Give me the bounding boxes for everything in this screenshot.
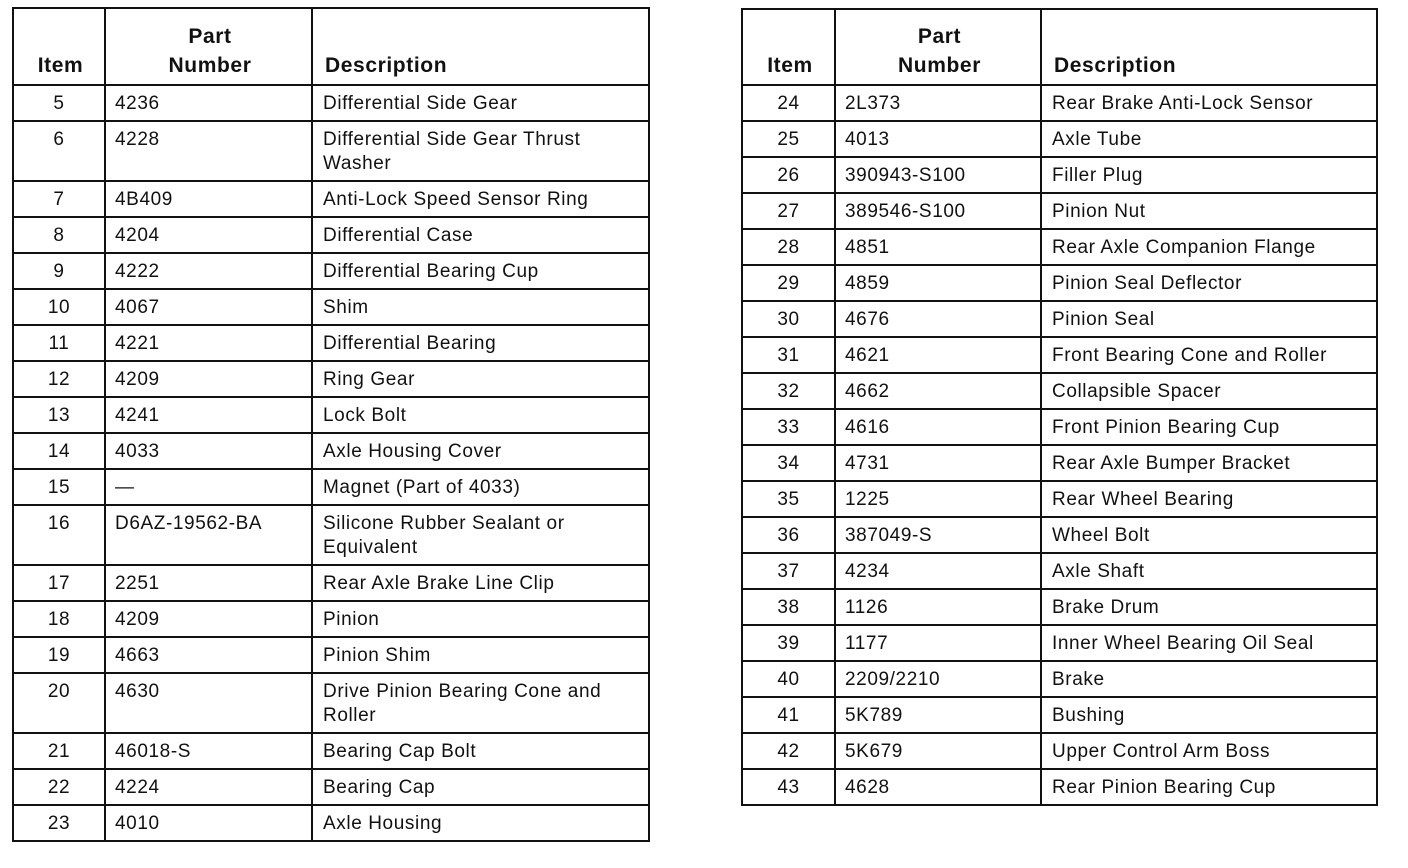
part-number-cell: — [105, 469, 312, 505]
item-cell: 43 [742, 769, 835, 805]
item-cell: 12 [13, 361, 105, 397]
table-row [742, 229, 1377, 265]
part-number-cell: 1177 [835, 625, 1041, 661]
item-cell: 24 [742, 85, 835, 121]
description-cell: Lock Bolt [312, 397, 649, 433]
item-cell: 13 [13, 397, 105, 433]
part-number-cell: 389546-S100 [835, 193, 1041, 229]
description-cell: Front Bearing Cone and Roller [1041, 337, 1377, 373]
table-row [13, 733, 649, 769]
item-cell: 29 [742, 265, 835, 301]
table-row [742, 157, 1377, 193]
description-cell: Bearing Cap Bolt [312, 733, 649, 769]
description-cell: Front Pinion Bearing Cup [1041, 409, 1377, 445]
header-part-line2: Number [168, 54, 252, 77]
header-part-line2: Number [898, 54, 981, 77]
item-cell: 36 [742, 517, 835, 553]
part-number-cell: 4067 [105, 289, 312, 325]
table-row [13, 469, 649, 505]
table-row [13, 361, 649, 397]
part-number-cell: 4859 [835, 265, 1041, 301]
description-cell: Rear Axle Bumper Bracket [1041, 445, 1377, 481]
table-row [13, 505, 649, 565]
description-cell: Pinion Seal Deflector [1041, 265, 1377, 301]
description-cell: Rear Brake Anti-Lock Sensor [1041, 85, 1377, 121]
description-cell: Inner Wheel Bearing Oil Seal [1041, 625, 1377, 661]
part-number-cell: 4010 [105, 805, 312, 841]
item-cell: 39 [742, 625, 835, 661]
table-row [13, 805, 649, 841]
item-cell: 19 [13, 637, 105, 673]
description-cell: Bushing [1041, 697, 1377, 733]
table-row [742, 193, 1377, 229]
part-number-cell: 2209/2210 [835, 661, 1041, 697]
header-row [742, 9, 1377, 85]
table-row [742, 445, 1377, 481]
table-row [742, 85, 1377, 121]
part-number-cell: 2L373 [835, 85, 1041, 121]
item-cell: 40 [742, 661, 835, 697]
description-cell: Pinion Seal [1041, 301, 1377, 337]
description-cell: Brake [1041, 661, 1377, 697]
description-cell: Differential Case [312, 217, 649, 253]
description-cell: Pinion Shim [312, 637, 649, 673]
item-cell: 26 [742, 157, 835, 193]
item-cell: 25 [742, 121, 835, 157]
header-row [13, 8, 649, 85]
item-cell: 33 [742, 409, 835, 445]
part-number-cell: 390943-S100 [835, 157, 1041, 193]
part-number-cell: 4621 [835, 337, 1041, 373]
table-row [13, 121, 649, 181]
part-number-cell: 4033 [105, 433, 312, 469]
part-number-cell: 4630 [105, 673, 312, 733]
item-cell: 30 [742, 301, 835, 337]
item-cell: 6 [13, 121, 105, 181]
table-row [13, 85, 649, 121]
description-cell: Rear Pinion Bearing Cup [1041, 769, 1377, 805]
part-number-cell: 4628 [835, 769, 1041, 805]
table-row [13, 601, 649, 637]
item-cell: 35 [742, 481, 835, 517]
description-cell: Wheel Bolt [1041, 517, 1377, 553]
table-row [742, 337, 1377, 373]
description-cell: Differential Bearing [312, 325, 649, 361]
description-cell: Axle Shaft [1041, 553, 1377, 589]
item-cell: 42 [742, 733, 835, 769]
item-cell: 11 [13, 325, 105, 361]
part-number-cell: 4013 [835, 121, 1041, 157]
description-cell: Rear Wheel Bearing [1041, 481, 1377, 517]
description-cell: Axle Housing [312, 805, 649, 841]
part-number-cell: 4222 [105, 253, 312, 289]
part-number-cell: 4228 [105, 121, 312, 181]
part-number-cell: 4731 [835, 445, 1041, 481]
table-row [13, 181, 649, 217]
part-number-cell: 1225 [835, 481, 1041, 517]
item-cell: 22 [13, 769, 105, 805]
table-row [742, 661, 1377, 697]
part-number-cell: 5K679 [835, 733, 1041, 769]
part-number-cell: 1126 [835, 589, 1041, 625]
item-cell: 17 [13, 565, 105, 601]
table-row [13, 433, 649, 469]
part-number-cell: D6AZ-19562-BA [105, 505, 312, 565]
item-cell: 5 [13, 85, 105, 121]
header-part-number [835, 9, 1041, 85]
table-row [742, 553, 1377, 589]
item-cell: 38 [742, 589, 835, 625]
table-row [13, 673, 649, 733]
item-cell: 16 [13, 505, 105, 565]
item-cell: 14 [13, 433, 105, 469]
table-row [13, 253, 649, 289]
parts-table-left [12, 7, 650, 842]
item-cell: 32 [742, 373, 835, 409]
description-cell: Shim [312, 289, 649, 325]
table-body [13, 85, 649, 841]
description-cell: Rear Axle Brake Line Clip [312, 565, 649, 601]
part-number-cell: 4224 [105, 769, 312, 805]
item-cell: 31 [742, 337, 835, 373]
description-cell: Differential Side Gear Thrust Washer [312, 121, 649, 181]
part-number-cell: 4204 [105, 217, 312, 253]
part-number-cell: 46018-S [105, 733, 312, 769]
part-number-cell: 4236 [105, 85, 312, 121]
item-cell: 41 [742, 697, 835, 733]
table-row [13, 565, 649, 601]
table-row [742, 589, 1377, 625]
description-cell: Ring Gear [312, 361, 649, 397]
description-cell: Magnet (Part of 4033) [312, 469, 649, 505]
description-cell: Pinion Nut [1041, 193, 1377, 229]
description-cell: Upper Control Arm Boss [1041, 733, 1377, 769]
item-cell: 20 [13, 673, 105, 733]
item-cell: 10 [13, 289, 105, 325]
part-number-cell: 4234 [835, 553, 1041, 589]
header-description: Description [1041, 9, 1377, 85]
table-row [742, 121, 1377, 157]
description-cell: Silicone Rubber Sealant or Equivalent [312, 505, 649, 565]
part-number-cell: 4B409 [105, 181, 312, 217]
description-cell: Rear Axle Companion Flange [1041, 229, 1377, 265]
item-cell: 9 [13, 253, 105, 289]
description-cell: Axle Housing Cover [312, 433, 649, 469]
table-row [742, 301, 1377, 337]
table-row [742, 517, 1377, 553]
part-number-cell: 4209 [105, 601, 312, 637]
part-number-cell: 4221 [105, 325, 312, 361]
part-number-cell: 4662 [835, 373, 1041, 409]
item-cell: 28 [742, 229, 835, 265]
description-cell: Differential Bearing Cup [312, 253, 649, 289]
description-cell: Anti-Lock Speed Sensor Ring [312, 181, 649, 217]
table-row [742, 409, 1377, 445]
item-cell: 18 [13, 601, 105, 637]
table-row [742, 769, 1377, 805]
item-cell: 34 [742, 445, 835, 481]
parts-table-right [741, 8, 1378, 806]
part-number-cell: 387049-S [835, 517, 1041, 553]
table-row [742, 265, 1377, 301]
description-cell: Bearing Cap [312, 769, 649, 805]
item-cell: 37 [742, 553, 835, 589]
table-row [13, 217, 649, 253]
part-number-cell: 4241 [105, 397, 312, 433]
item-cell: 27 [742, 193, 835, 229]
part-number-cell: 4676 [835, 301, 1041, 337]
item-cell: 23 [13, 805, 105, 841]
item-cell: 7 [13, 181, 105, 217]
table-row [13, 325, 649, 361]
description-cell: Differential Side Gear [312, 85, 649, 121]
table-row [742, 733, 1377, 769]
part-number-cell: 4851 [835, 229, 1041, 265]
item-cell: 15 [13, 469, 105, 505]
table-body [742, 85, 1377, 805]
table-row [742, 625, 1377, 661]
description-cell: Collapsible Spacer [1041, 373, 1377, 409]
item-cell: 21 [13, 733, 105, 769]
table-row [742, 481, 1377, 517]
part-number-cell: 5K789 [835, 697, 1041, 733]
table-row [13, 769, 649, 805]
header-description: Description [312, 8, 649, 85]
part-number-cell: 2251 [105, 565, 312, 601]
table-row [13, 637, 649, 673]
description-cell: Pinion [312, 601, 649, 637]
description-cell: Drive Pinion Bearing Cone and Roller [312, 673, 649, 733]
description-cell: Axle Tube [1041, 121, 1377, 157]
header-part-line1: Part [188, 25, 232, 48]
part-number-cell: 4663 [105, 637, 312, 673]
table-row [742, 373, 1377, 409]
table-row [742, 697, 1377, 733]
header-part-number [105, 8, 312, 85]
part-number-cell: 4616 [835, 409, 1041, 445]
description-cell: Filler Plug [1041, 157, 1377, 193]
header-part-line1: Part [917, 25, 962, 48]
description-cell: Brake Drum [1041, 589, 1377, 625]
table-row [13, 289, 649, 325]
header-item: Item [742, 9, 835, 85]
item-cell: 8 [13, 217, 105, 253]
part-number-cell: 4209 [105, 361, 312, 397]
header-item: Item [13, 8, 105, 85]
table-row [13, 397, 649, 433]
